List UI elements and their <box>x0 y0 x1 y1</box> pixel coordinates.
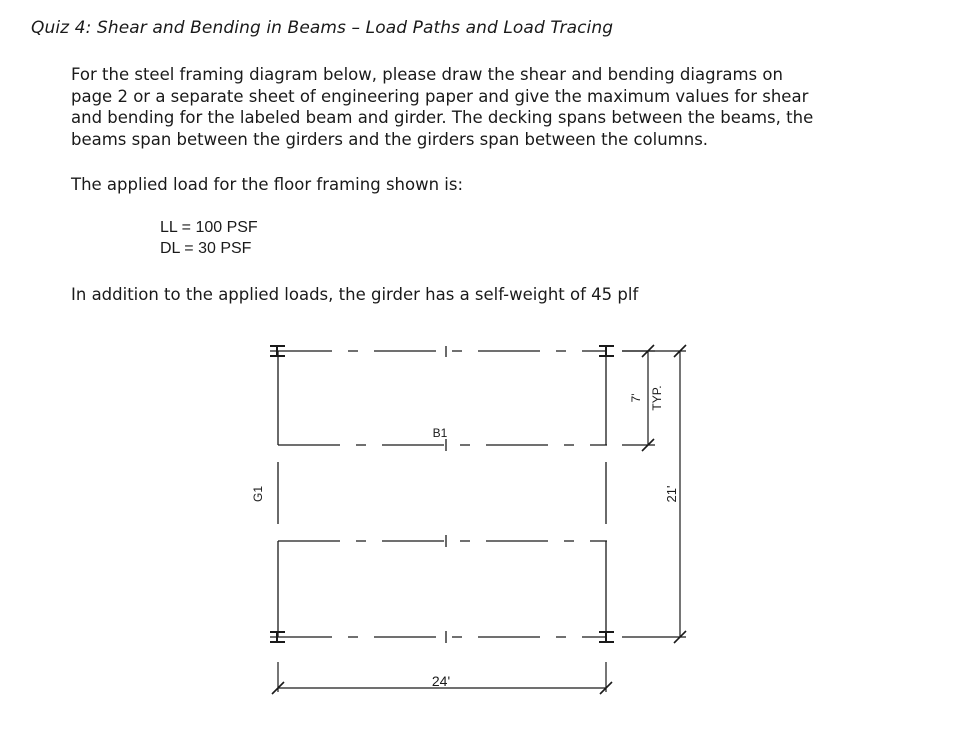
spacing-typ-note: TYP. <box>650 385 664 411</box>
height-dimension-label: 21' <box>664 485 679 503</box>
instructions-line-3: and bending for the labeled beam and girder. The decking spans between the beams, the <box>71 108 814 127</box>
beam-label-b1: B1 <box>432 426 448 440</box>
live-load: LL = 100 PSF <box>160 219 258 236</box>
applied-load-intro: The applied load for the floor framing shown is: <box>71 175 464 194</box>
instructions-line-1: For the steel framing diagram below, please draw the shear and bending diagrams on <box>71 65 783 84</box>
width-dimension-label: 24' <box>431 673 451 689</box>
dead-load: DL = 30 PSF <box>160 240 252 257</box>
girder-label-g1: G1 <box>251 485 265 503</box>
instructions-line-4: beams span between the girders and the girders span between the columns. <box>71 129 709 149</box>
self-weight-note: In addition to the applied loads, the girder has a self-weight of 45 plf <box>71 285 639 304</box>
spacing-dimension-label: 7' <box>629 393 643 403</box>
instructions-line-2: page 2 or a separate sheet of engineering paper and give the maximum values for shear <box>71 86 809 106</box>
quiz-title: Quiz 4: Shear and Bending in Beams – Load Paths and Load Tracing <box>31 18 614 38</box>
